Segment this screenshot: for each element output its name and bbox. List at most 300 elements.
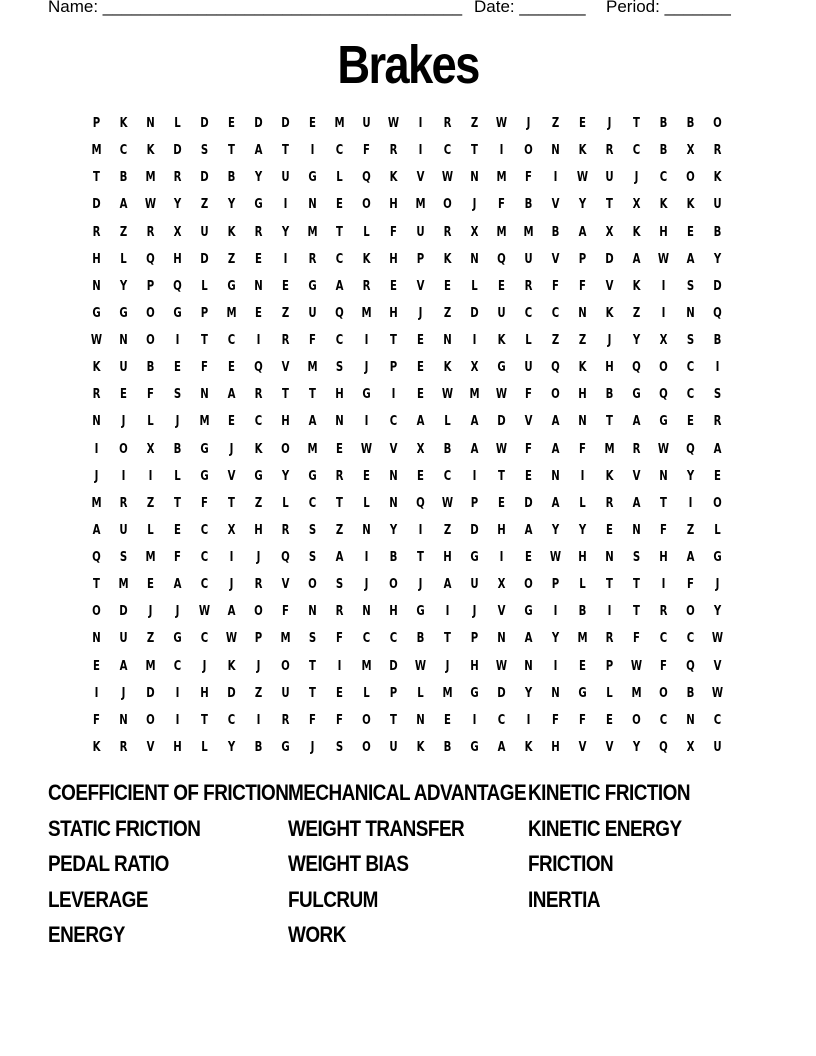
grid-letter: Y [281, 468, 290, 484]
grid-letter: N [551, 468, 560, 484]
grid-letter: C [713, 712, 722, 728]
grid-letter: O [389, 577, 398, 593]
grid-letter: T [309, 685, 316, 701]
grid-letter: J [202, 658, 207, 674]
grid-letter: R [713, 143, 722, 159]
grid-letter: P [389, 360, 398, 376]
grid-letter: J [94, 468, 99, 484]
grid-letter: K [605, 305, 614, 321]
grid-letter: W [495, 441, 508, 457]
grid-letter: L [147, 414, 154, 430]
grid-letter: R [713, 414, 722, 430]
grid-letter: D [497, 414, 506, 430]
grid-letter: Q [686, 441, 695, 457]
grid-letter: T [606, 577, 613, 593]
grid-letter: V [281, 577, 290, 593]
grid-letter: X [605, 224, 614, 240]
grid-letter: L [336, 170, 343, 186]
grid-letter: N [146, 116, 155, 132]
grid-letter: H [200, 685, 209, 701]
grid-letter: Q [335, 305, 344, 321]
grid-letter: A [686, 550, 695, 566]
grid-letter: G [200, 441, 209, 457]
grid-letter: B [227, 170, 236, 186]
grid-letter: W [630, 658, 643, 674]
period-line: Period: _______ [606, 0, 731, 16]
grid-letter: F [660, 658, 667, 674]
grid-letter: C [227, 333, 236, 349]
grid-letter: Z [254, 495, 263, 511]
grid-letter: U [497, 305, 506, 321]
grid-letter: Q [632, 360, 641, 376]
grid-letter: K [443, 360, 452, 376]
grid-letter: E [444, 278, 451, 294]
grid-letter: O [146, 712, 155, 728]
grid-letter: T [228, 143, 235, 159]
grid-letter: Z [227, 251, 236, 267]
grid-letter: L [363, 495, 370, 511]
grid-letter: H [578, 387, 587, 403]
grid-letter: T [390, 712, 397, 728]
grid-letter: I [715, 360, 720, 376]
grid-letter: M [145, 170, 156, 186]
grid-letter: E [525, 468, 532, 484]
grid-letter: N [254, 278, 263, 294]
grid-letter: B [605, 387, 614, 403]
grid-letter: H [497, 522, 506, 538]
grid-letter: W [360, 441, 373, 457]
grid-letter: C [443, 468, 452, 484]
grid-letter: G [470, 739, 479, 755]
grid-letter: V [713, 658, 722, 674]
grid-letter: N [632, 522, 641, 538]
grid-letter: I [418, 143, 423, 159]
grid-letter: G [227, 278, 236, 294]
grid-letter: B [119, 170, 128, 186]
grid-letter: V [632, 468, 641, 484]
grid-letter: V [605, 278, 614, 294]
name-line: Name: ______________________________________ [48, 0, 463, 16]
grid-letter: S [308, 550, 317, 566]
grid-letter: T [633, 577, 640, 593]
grid-letter: R [281, 712, 290, 728]
grid-letter: E [363, 468, 370, 484]
grid-letter: K [254, 441, 263, 457]
grid-letter: K [227, 224, 236, 240]
grid-letter: W [576, 170, 589, 186]
grid-letter: F [579, 441, 586, 457]
grid-letter: A [443, 577, 452, 593]
grid-letter: I [94, 685, 99, 701]
grid-letter: R [335, 604, 344, 620]
grid-letter: N [524, 658, 533, 674]
grid-letter: Z [443, 305, 452, 321]
grid-letter: B [551, 224, 560, 240]
grid-letter: Q [659, 387, 668, 403]
grid-letter: Z [146, 631, 155, 647]
word-search-grid [83, 110, 731, 761]
grid-letter: S [686, 278, 695, 294]
grid-letter: P [200, 305, 209, 321]
grid-letter: U [524, 360, 533, 376]
grid-letter: E [228, 360, 235, 376]
grid-letter: F [201, 495, 208, 511]
grid-letter: L [579, 577, 586, 593]
grid-letter: M [307, 441, 318, 457]
grid-letter: L [174, 116, 181, 132]
grid-letter: R [173, 170, 182, 186]
grid-letter: L [201, 278, 208, 294]
grid-letter: U [389, 739, 398, 755]
grid-letter: Q [281, 550, 290, 566]
grid-letter: I [553, 170, 558, 186]
grid-letter: H [659, 550, 668, 566]
grid-letter: I [472, 712, 477, 728]
grid-letter: R [362, 278, 371, 294]
grid-letter: E [687, 414, 694, 430]
grid-letter: H [659, 224, 668, 240]
grid-letter: R [254, 224, 263, 240]
grid-letter: I [175, 685, 180, 701]
grid-letter: U [308, 305, 317, 321]
grid-letter: C [389, 414, 398, 430]
grid-letter: R [632, 441, 641, 457]
grid-letter: Y [281, 224, 290, 240]
grid-letter: F [498, 197, 505, 213]
grid-letter: Y [524, 685, 533, 701]
grid-letter: N [389, 468, 398, 484]
grid-letter: G [308, 170, 317, 186]
grid-letter: Z [254, 685, 263, 701]
grid-letter: U [281, 685, 290, 701]
word-bank-item: WEIGHT TRANSFER [288, 815, 465, 841]
grid-letter: D [200, 251, 209, 267]
grid-letter: R [605, 631, 614, 647]
grid-letter: K [524, 739, 533, 755]
grid-letter: A [119, 658, 128, 674]
grid-letter: M [631, 685, 642, 701]
grid-letter: A [632, 495, 641, 511]
grid-letter: L [363, 224, 370, 240]
grid-letter: X [497, 577, 506, 593]
grid-letter: E [579, 116, 586, 132]
grid-letter: A [92, 522, 101, 538]
grid-letter: V [524, 414, 533, 430]
grid-letter: E [417, 387, 424, 403]
grid-letter: V [497, 604, 506, 620]
grid-letter: L [444, 414, 451, 430]
grid-letter: I [175, 712, 180, 728]
grid-letter: L [147, 522, 154, 538]
grid-letter: I [472, 468, 477, 484]
grid-letter: I [472, 333, 477, 349]
grid-letter: S [119, 550, 128, 566]
grid-letter: F [363, 143, 370, 159]
grid-letter: F [579, 712, 586, 728]
grid-letter: J [175, 604, 180, 620]
grid-letter: T [390, 333, 397, 349]
grid-letter: U [200, 224, 209, 240]
grid-letter: D [200, 116, 209, 132]
grid-letter: F [525, 387, 532, 403]
grid-letter: X [686, 143, 695, 159]
grid-letter: R [254, 387, 263, 403]
grid-letter: E [417, 468, 424, 484]
grid-letter: O [362, 712, 371, 728]
grid-letter: A [335, 550, 344, 566]
grid-letter: O [713, 116, 722, 132]
grid-letter: R [146, 224, 155, 240]
grid-letter: F [579, 278, 586, 294]
grid-letter: I [256, 333, 261, 349]
grid-letter: W [549, 550, 562, 566]
grid-letter: O [524, 143, 533, 159]
grid-letter: K [92, 739, 101, 755]
grid-letter: G [119, 305, 128, 321]
grid-letter: T [606, 414, 613, 430]
grid-letter: C [659, 712, 668, 728]
grid-letter: I [580, 468, 585, 484]
grid-letter: I [229, 550, 234, 566]
grid-letter: P [92, 116, 101, 132]
grid-letter: N [362, 604, 371, 620]
grid-letter: V [551, 197, 560, 213]
grid-letter: M [496, 170, 507, 186]
grid-letter: A [632, 251, 641, 267]
grid-letter: F [687, 577, 694, 593]
grid-letter: I [94, 441, 99, 457]
grid-letter: M [280, 631, 291, 647]
grid-letter: G [173, 631, 182, 647]
grid-letter: J [526, 116, 531, 132]
grid-letter: E [525, 550, 532, 566]
grid-letter: E [228, 414, 235, 430]
grid-letter: R [524, 278, 533, 294]
grid-letter: U [362, 116, 371, 132]
grid-letter: F [282, 604, 289, 620]
grid-letter: K [578, 143, 587, 159]
grid-letter: M [91, 495, 102, 511]
grid-letter: V [416, 170, 425, 186]
grid-letter: E [498, 278, 505, 294]
grid-letter: C [443, 143, 452, 159]
grid-letter: M [91, 143, 102, 159]
grid-letter: C [659, 631, 668, 647]
grid-letter: A [335, 278, 344, 294]
grid-letter: E [255, 251, 262, 267]
grid-letter: F [201, 360, 208, 376]
grid-letter: R [443, 224, 452, 240]
grid-letter: W [495, 387, 508, 403]
grid-letter: K [686, 197, 695, 213]
grid-letter: Z [443, 522, 452, 538]
grid-letter: O [713, 495, 722, 511]
grid-letter: T [174, 495, 181, 511]
grid-letter: A [254, 143, 263, 159]
grid-letter: W [441, 495, 454, 511]
grid-letter: D [497, 685, 506, 701]
grid-letter: D [254, 116, 263, 132]
grid-letter: U [281, 170, 290, 186]
grid-letter: X [686, 739, 695, 755]
grid-letter: H [173, 739, 182, 755]
grid-letter: W [495, 658, 508, 674]
grid-letter: C [119, 143, 128, 159]
grid-letter: M [415, 197, 426, 213]
grid-letter: Z [335, 522, 344, 538]
grid-letter: Q [686, 658, 695, 674]
grid-letter: B [443, 739, 452, 755]
word-bank-item: FRICTION [528, 851, 614, 877]
grid-letter: X [416, 441, 425, 457]
student-info-header [48, 0, 748, 21]
grid-letter: G [713, 550, 722, 566]
grid-letter: B [659, 116, 668, 132]
grid-letter: E [147, 577, 154, 593]
grid-letter: X [146, 441, 155, 457]
grid-letter: N [578, 305, 587, 321]
grid-letter: F [633, 631, 640, 647]
grid-letter: J [715, 577, 720, 593]
grid-letter: C [254, 414, 263, 430]
grid-letter: N [416, 712, 425, 728]
date-line: Date: _______ [474, 0, 586, 16]
grid-letter: F [336, 631, 343, 647]
grid-letter: X [227, 522, 236, 538]
grid-letter: Y [254, 170, 263, 186]
grid-letter: O [146, 333, 155, 349]
grid-letter: O [524, 577, 533, 593]
grid-letter: O [362, 197, 371, 213]
grid-letter: G [200, 468, 209, 484]
grid-letter: J [256, 658, 261, 674]
grid-letter: O [551, 387, 560, 403]
grid-letter: D [146, 685, 155, 701]
grid-letter: N [200, 387, 209, 403]
grid-letter: R [605, 495, 614, 511]
grid-letter: V [281, 360, 290, 376]
grid-letter: N [443, 333, 452, 349]
grid-letter: E [174, 360, 181, 376]
grid-letter: R [659, 604, 668, 620]
grid-letter: J [364, 360, 369, 376]
grid-letter: Y [686, 468, 695, 484]
grid-letter: G [470, 550, 479, 566]
grid-letter: S [632, 550, 641, 566]
grid-letter: I [391, 387, 396, 403]
grid-letter: H [335, 387, 344, 403]
grid-letter: B [254, 739, 263, 755]
grid-letter: U [119, 360, 128, 376]
grid-letter: D [389, 658, 398, 674]
grid-letter: B [686, 116, 695, 132]
grid-letter: Q [92, 550, 101, 566]
word-bank-item: INERTIA [528, 886, 601, 912]
grid-letter: I [661, 278, 666, 294]
grid-letter: T [201, 712, 208, 728]
grid-letter: B [686, 685, 695, 701]
grid-letter: Q [173, 278, 182, 294]
word-bank-item: COEFFICIENT OF FRICTION [48, 780, 289, 805]
grid-letter: A [227, 604, 236, 620]
grid-letter: Y [551, 631, 560, 647]
grid-letter: B [713, 333, 722, 349]
grid-letter: G [632, 387, 641, 403]
grid-letter: W [441, 170, 454, 186]
grid-letter: H [470, 658, 479, 674]
grid-letter: K [632, 224, 641, 240]
grid-letter: H [389, 604, 398, 620]
grid-letter: R [308, 251, 317, 267]
grid-letter: I [148, 468, 153, 484]
grid-letter: L [174, 468, 181, 484]
grid-letter: I [553, 604, 558, 620]
grid-letter: R [443, 116, 452, 132]
grid-letter: H [578, 550, 587, 566]
grid-letter: S [335, 360, 344, 376]
grid-letter: W [225, 631, 238, 647]
grid-letter: G [308, 278, 317, 294]
grid-letter: U [119, 631, 128, 647]
grid-letter: C [335, 333, 344, 349]
grid-letter: K [443, 251, 452, 267]
grid-letter: Q [416, 495, 425, 511]
grid-letter: M [469, 387, 480, 403]
grid-letter: U [119, 522, 128, 538]
grid-letter: T [444, 631, 451, 647]
grid-letter: H [92, 251, 101, 267]
grid-letter: V [551, 251, 560, 267]
grid-letter: B [524, 197, 533, 213]
grid-letter: A [227, 387, 236, 403]
grid-letter: S [173, 387, 182, 403]
grid-letter: G [254, 468, 263, 484]
word-bank-item: FULCRUM [288, 886, 378, 912]
grid-letter: Z [578, 333, 587, 349]
grid-letter: G [497, 360, 506, 376]
grid-letter: Z [632, 305, 641, 321]
word-bank-item: KINETIC FRICTION [528, 780, 691, 805]
grid-letter: Q [551, 360, 560, 376]
grid-letter: T [606, 197, 613, 213]
grid-letter: T [336, 495, 343, 511]
grid-letter: L [714, 522, 721, 538]
grid-letter: R [92, 387, 101, 403]
grid-letter: E [417, 360, 424, 376]
grid-letter: W [198, 604, 211, 620]
word-bank-item: WEIGHT BIAS [288, 851, 409, 877]
grid-letter: J [472, 197, 477, 213]
grid-letter: Y [173, 197, 182, 213]
grid-letter: S [308, 522, 317, 538]
grid-letter: O [308, 577, 317, 593]
grid-letter: I [364, 414, 369, 430]
grid-letter: E [93, 658, 100, 674]
grid-letter: D [713, 278, 722, 294]
grid-letter: S [335, 739, 344, 755]
grid-letter: Q [497, 251, 506, 267]
grid-letter: S [686, 333, 695, 349]
grid-letter: Z [686, 522, 695, 538]
grid-letter: H [443, 550, 452, 566]
grid-letter: H [605, 360, 614, 376]
grid-letter: E [174, 522, 181, 538]
grid-letter: P [578, 251, 587, 267]
grid-letter: W [144, 197, 157, 213]
grid-letter: J [229, 441, 234, 457]
grid-letter: M [361, 305, 372, 321]
grid-letter: I [418, 116, 423, 132]
